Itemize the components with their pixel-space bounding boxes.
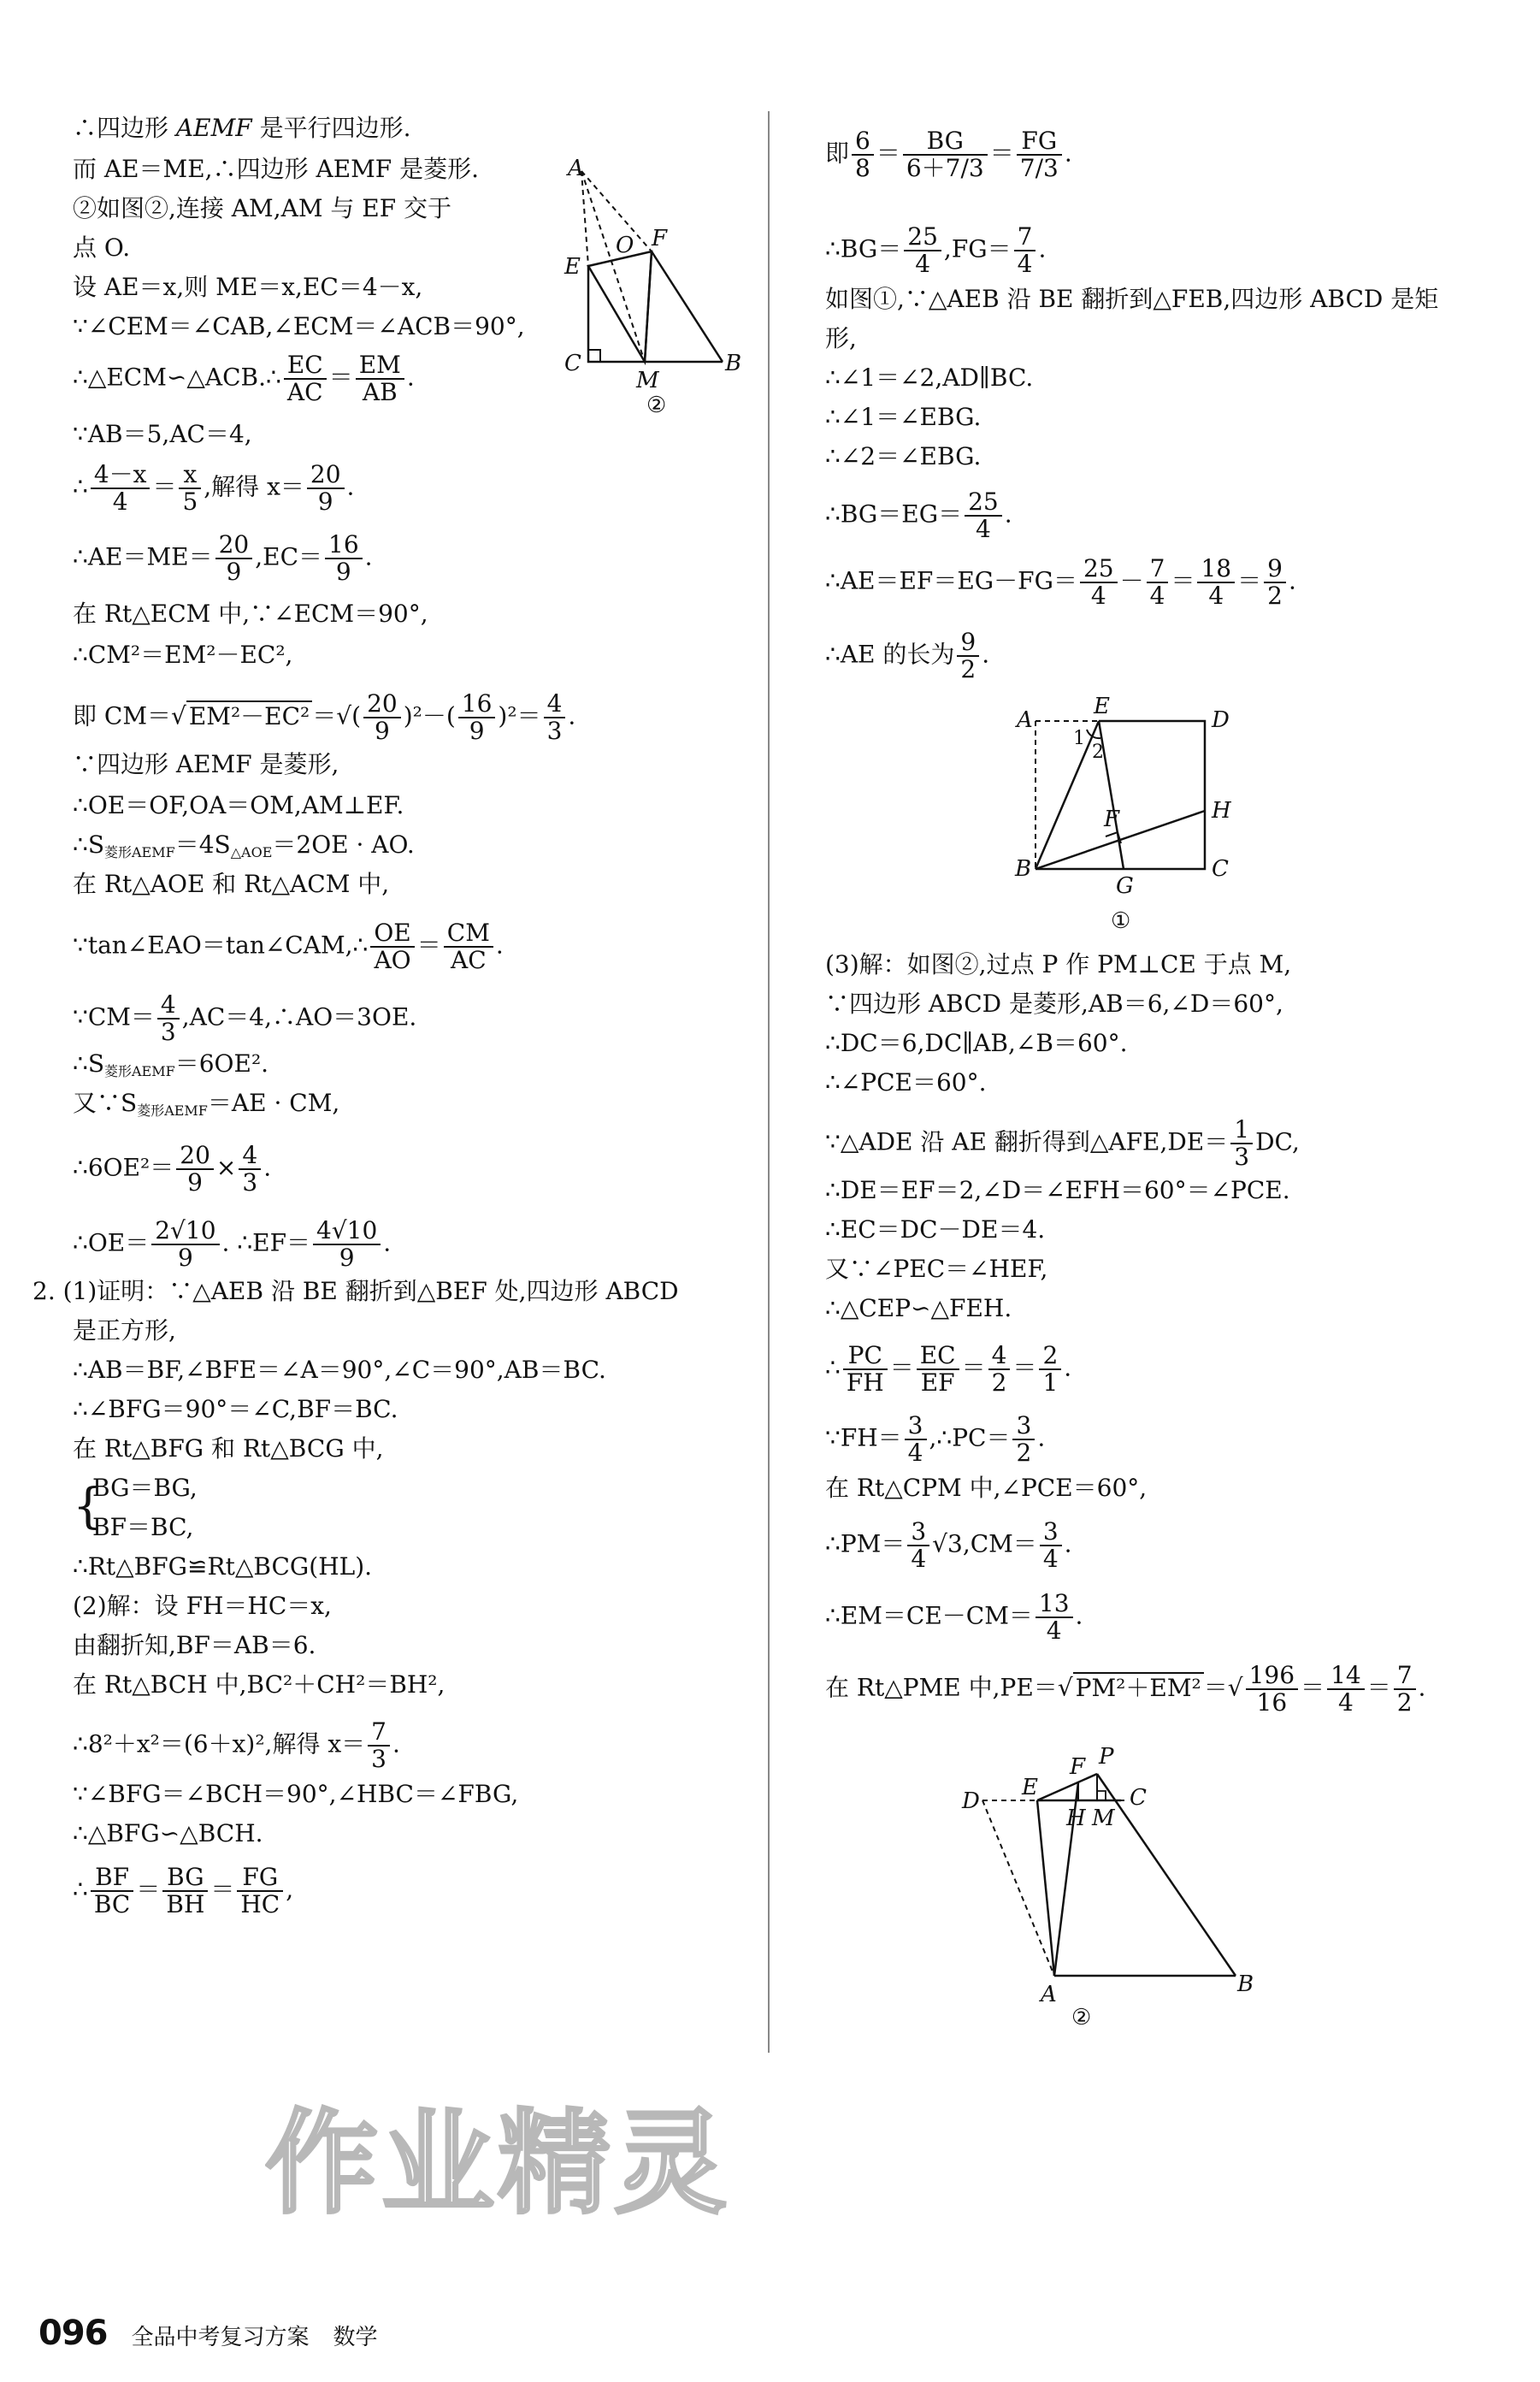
text-line: ∴ $\frac{BF}{BC}$ ＝ $\frac{BG}{BH}$ ＝ $\frac{FG}{HC}$ , — [73, 1863, 294, 1918]
brace: { — [73, 1479, 103, 1534]
text-line: ∴DE＝EF＝2,∠D＝∠EFH＝60°＝∠PCE. — [825, 1176, 1290, 1204]
text-line: 2. (1)证明：∵△AEB 沿 BE 翻折到△BEF 处,四边形 ABCD — [32, 1277, 679, 1305]
fraction: $\frac{4}{3}$ — [239, 1143, 261, 1196]
text-line: 设 AE＝x,则 ME＝x,EC＝4－x, — [73, 273, 423, 301]
segment-ae — [581, 171, 588, 266]
fraction: $\frac{25}{4}$ — [965, 489, 1002, 542]
label-p: P — [1099, 1744, 1114, 1770]
text-line: 在 Rt△BCH 中,BC²＋CH²＝BH², — [73, 1670, 445, 1699]
fraction: $\frac{7}{4}$ — [1147, 556, 1169, 609]
text-line: 在 Rt△CPM 中,∠PCE＝60°, — [825, 1474, 1148, 1502]
text-line: ∴Rt△BFG≌Rt△BCG(HL). — [73, 1552, 373, 1581]
fraction: $\frac{16}{9}$ — [458, 691, 496, 744]
figure-rhombus-abcd — [962, 1719, 1253, 2036]
label-a: A — [568, 156, 584, 181]
text-line: ∴PM＝ $\frac{3}{4}$ √3,CM＝ $\frac{3}{4}$ . — [825, 1517, 1072, 1573]
segment-fm — [645, 251, 652, 362]
label-d: D — [1212, 707, 1230, 733]
text-line: ∴AB＝BF,∠BFE＝∠A＝90°,∠C＝90°,AB＝BC. — [73, 1356, 606, 1384]
text-line: ∴EC＝DC－DE＝4. — [825, 1215, 1046, 1244]
label-f: F — [652, 226, 668, 251]
label-c: C — [564, 351, 581, 376]
text-line: ∴EM＝CE－CM＝ $\frac{13}{4}$ . — [825, 1589, 1083, 1645]
fraction: $\frac{16}{9}$ — [325, 532, 363, 585]
text-line: ∵四边形 AEMF 是菱形, — [73, 750, 339, 778]
text-line: ∴△CEP∽△FEH. — [825, 1294, 1012, 1322]
segment-ep — [1037, 1774, 1097, 1800]
text-line: ∴∠2＝∠EBG. — [825, 442, 982, 470]
segment-eb — [1036, 721, 1099, 869]
text-line: 即 $\frac{6}{8}$ ＝ $\frac{BG}{6+7/3}$ ＝ $\frac{FG}{7/3}$ . — [825, 127, 1072, 182]
fraction: $\frac{25}{4}$ — [1080, 556, 1118, 609]
text-line: ∴△BFG∽△BCH. — [73, 1819, 263, 1847]
label-c: C — [1130, 1785, 1147, 1811]
label-e: E — [564, 254, 581, 280]
fraction: $\frac{3}{4}$ — [905, 1413, 927, 1466]
fraction: $\frac{FG}{7/3}$ — [1017, 128, 1062, 181]
text-line: 由翻折知,BF＝AB＝6. — [73, 1631, 316, 1659]
label-b: B — [1015, 856, 1032, 882]
right-angle-mark — [1097, 1791, 1106, 1800]
text-line: ∴AE 的长为 $\frac{9}{2}$ . — [825, 628, 990, 683]
fraction: $\frac{7}{2}$ — [1394, 1663, 1416, 1716]
label-f: F — [1070, 1754, 1086, 1780]
text-line: ∵四边形 ABCD 是菱形,AB＝6,∠D＝60°, — [825, 990, 1283, 1018]
text-line: (2)解：设 FH＝HC＝x, — [73, 1592, 332, 1620]
text-line: ∴OE＝ $\frac{2√10}{9}$ . ∴EF＝ $\frac{4√10}{9}$ . — [73, 1216, 392, 1272]
label-g: G — [1116, 873, 1134, 899]
fraction: $\frac{196}{16}$ — [1246, 1663, 1298, 1716]
text-line: 如图①,∵△AEB 沿 BE 翻折到△FEB,四边形 ABCD 是矩 — [825, 285, 1439, 313]
label-b: B — [1237, 1971, 1254, 1997]
text-line: ∴四边形 AEMF 是平行四边形. — [73, 114, 411, 142]
text-line: ∴∠1＝∠EBG. — [825, 403, 982, 431]
fraction: $\frac{EC}{AC}$ — [284, 352, 327, 405]
fraction: $\frac{20}{9}$ — [307, 462, 345, 515]
right-angle-mark — [588, 350, 600, 362]
fraction: $\frac{6}{8}$ — [852, 128, 874, 181]
text-line: ∴∠BFG＝90°＝∠C,BF＝BC. — [73, 1395, 398, 1423]
figure-rhombus-aemf — [556, 154, 752, 419]
text-line: 即 CM＝√ EM²－EC² ＝√( $\frac{20}{9}$ )²－( $\frac{16}{9}$ )²＝ $\frac{4}{3}$ . — [73, 689, 576, 745]
fraction: $\frac{4}{3}$ — [157, 992, 180, 1045]
fraction: $\frac{CM}{AC}$ — [444, 920, 493, 973]
text-line: ∴△ECM∽△ACB.∴ $\frac{EC}{AC}$ ＝ $\frac{EM}{AB}$ . — [73, 351, 415, 406]
text-line: ∴AE＝EF＝EG－FG＝ $\frac{25}{4}$ － $\frac{7}{4}$ ＝ $\frac{18}{4}$ ＝ $\frac{9}{2}$ . — [825, 554, 1296, 610]
fraction: $\frac{BG}{6+7/3}$ — [903, 128, 988, 181]
text-line: 在 Rt△PME 中,PE＝√ PM²＋EM² ＝√ $\frac{196}{16}$ ＝ $\frac{14}{4}$ ＝ $\frac{7}{2}$ . — [825, 1661, 1426, 1717]
text-line: ∴OE＝OF,OA＝OM,AM⊥EF. — [73, 791, 404, 819]
label-m: M — [636, 368, 659, 393]
text-line: 又∵∠PEC＝∠HEF, — [825, 1255, 1048, 1283]
fraction: $\frac{4√10}{9}$ — [313, 1218, 381, 1271]
text-line: ∵∠CEM＝∠CAB,∠ECM＝∠ACB＝90°, — [73, 312, 525, 340]
fraction: $\frac{7}{3}$ — [368, 1719, 390, 1772]
fraction: $\frac{3}{2}$ — [1012, 1413, 1035, 1466]
fraction: $\frac{PC}{FH}$ — [843, 1343, 888, 1396]
figure-number: ② — [646, 393, 667, 418]
text-line: 而 AE＝ME,∴四边形 AEMF 是菱形. — [73, 155, 480, 183]
segment-fb — [652, 251, 723, 362]
text-line: ∵△ADE 沿 AE 翻折得到△AFE,DE＝ $\frac{1}{3}$ DC, — [825, 1115, 1300, 1171]
page-number: 096 — [38, 2314, 108, 2353]
text-line: (3)解：如图②,过点 P 作 PM⊥CE 于点 M, — [825, 950, 1292, 978]
text-line: ∴CM²＝EM²－EC², — [73, 641, 293, 669]
text-line: BG＝BG, — [92, 1474, 198, 1502]
fraction: $\frac{2√10}{9}$ — [151, 1218, 219, 1271]
text-line: ∵tan∠EAO＝tan∠CAM,∴ $\frac{OE}{AO}$ ＝ $\frac{CM}{AC}$ . — [73, 919, 504, 974]
text-line: 又$\because S_{菱形AEMF}=AE$ · CM, — [73, 1089, 340, 1119]
text-line: ∵CM＝ $\frac{4}{3}$ ,AC＝4,∴AO＝3OE. — [73, 990, 417, 1046]
label-e: E — [1094, 694, 1110, 719]
label-a: A — [1017, 707, 1033, 733]
segment-pb — [1097, 1774, 1236, 1976]
label-d: D — [962, 1788, 980, 1814]
segment-ea — [1037, 1800, 1054, 1976]
fraction: $\frac{BF}{BC}$ — [91, 1865, 134, 1918]
text-line: ∴DC＝6,DC∥AB,∠B＝60°. — [825, 1029, 1128, 1057]
segment-da — [982, 1800, 1054, 1976]
fraction: $\frac{20}{9}$ — [215, 532, 253, 585]
label-o: O — [616, 233, 634, 258]
text-line: 在 Rt△AOE 和 Rt△ACM 中, — [73, 870, 390, 898]
text-line: ∴BG＝EG＝ $\frac{25}{4}$ . — [825, 488, 1012, 543]
figure-number: ② — [1071, 2005, 1092, 2030]
text-line: ∴BG＝ $\frac{25}{4}$ ,FG＝ $\frac{7}{4}$ . — [825, 222, 1047, 278]
fraction: $\frac{x}{5}$ — [179, 462, 201, 515]
text-line: 在 Rt△BFG 和 Rt△BCG 中, — [73, 1434, 384, 1463]
fraction: $\frac{OE}{AO}$ — [370, 920, 414, 973]
label-h: H — [1066, 1806, 1086, 1831]
label-2: 2 — [1092, 742, 1104, 763]
text-line: ∴∠1＝∠2,AD∥BC. — [825, 364, 1034, 392]
watermark-text: 作业精灵 — [265, 2098, 730, 2228]
text-line: 在 Rt△ECM 中,∵∠ECM＝90°, — [73, 600, 428, 628]
column-divider — [768, 111, 770, 2053]
figure-number: ① — [1111, 908, 1131, 934]
fraction: $\frac{18}{4}$ — [1197, 556, 1235, 609]
text-line: ∴ $\frac{PC}{FH}$ ＝ $\frac{EC}{EF}$ ＝ $\frac{4}{2}$ ＝ $\frac{2}{1}$ . — [825, 1341, 1072, 1397]
fraction: $\frac{20}{9}$ — [176, 1143, 214, 1196]
text-line: ∴ $\frac{4-x}{4}$ ＝ $\frac{x}{5}$ ,解得 x＝ $\frac{20}{9}$ . — [73, 460, 355, 516]
fraction: $\frac{FG}{HC}$ — [237, 1865, 283, 1918]
text-line: ∵AB＝5,AC＝4, — [73, 420, 252, 448]
text-line: ∴8²＋x²＝(6＋x)²,解得 x＝ $\frac{7}{3}$ . — [73, 1717, 400, 1773]
fraction: $\frac{EM}{AB}$ — [356, 352, 404, 405]
text-line: $\therefore S_{菱形AEMF}=6OE^2$. — [73, 1049, 269, 1079]
label-f: F — [1104, 807, 1120, 832]
text-line: ②如图②,连接 AM,AM 与 EF 交于 — [73, 194, 452, 222]
text-line: $\therefore S_{菱形AEMF}=4S_{\triangle AOE}=2OE$ · AO. — [73, 830, 415, 860]
fraction: $\frac{13}{4}$ — [1036, 1591, 1073, 1644]
subject-label: 数学 — [333, 2325, 378, 2350]
fraction: $\frac{3}{4}$ — [907, 1519, 929, 1572]
text-line: BF＝BC, — [92, 1513, 194, 1541]
fraction: $\frac{1}{3}$ — [1230, 1117, 1253, 1170]
label-1: 1 — [1073, 728, 1085, 749]
fraction: $\frac{25}{4}$ — [904, 224, 941, 277]
fraction: $\frac{3}{4}$ — [1040, 1519, 1062, 1572]
text-line: ∵FH＝ $\frac{3}{4}$ ,∴PC＝ $\frac{3}{2}$ . — [825, 1411, 1046, 1467]
fraction: $\frac{4}{3}$ — [544, 691, 566, 744]
label-m: M — [1092, 1806, 1115, 1831]
fraction: $\frac{7}{4}$ — [1014, 224, 1036, 277]
fraction: $\frac{14}{4}$ — [1327, 1663, 1365, 1716]
rhombus-aemf — [588, 251, 652, 362]
fraction: $\frac{4-x}{4}$ — [91, 462, 150, 515]
fraction: $\frac{20}{9}$ — [363, 691, 401, 744]
fraction: $\frac{4}{2}$ — [988, 1343, 1011, 1396]
fraction: $\frac{9}{2}$ — [1264, 556, 1286, 609]
page-footer — [38, 2314, 378, 2353]
text-line: ∴∠PCE＝60°. — [825, 1068, 987, 1096]
label-h: H — [1212, 798, 1231, 824]
text-line: ∵∠BFG＝∠BCH＝90°,∠HBC＝∠FBG, — [73, 1780, 519, 1808]
text-line: ∴6OE²＝ $\frac{20}{9}$ × $\frac{4}{3}$ . — [73, 1141, 272, 1197]
fraction: $\frac{9}{2}$ — [957, 629, 979, 683]
text-line: 是正方形, — [73, 1316, 176, 1345]
text-line: ∴AE＝ME＝ $\frac{20}{9}$ ,EC＝ $\frac{16}{9}$ . — [73, 530, 373, 586]
watermark — [265, 2091, 744, 2228]
label-c: C — [1212, 856, 1229, 882]
fraction: $\frac{EC}{EF}$ — [917, 1343, 959, 1396]
triangle-legs — [588, 266, 723, 362]
figure-rectangle-abcd — [1013, 691, 1236, 939]
label-b: B — [725, 351, 742, 376]
fraction: $\frac{BG}{BH}$ — [162, 1865, 208, 1918]
label-e: E — [1022, 1775, 1038, 1800]
text-line: 形, — [825, 324, 857, 352]
label-a: A — [1041, 1982, 1057, 2007]
fraction: $\frac{2}{1}$ — [1039, 1343, 1061, 1396]
text-line: 点 O. — [73, 233, 131, 262]
book-title: 全品中考复习方案 — [131, 2325, 310, 2350]
